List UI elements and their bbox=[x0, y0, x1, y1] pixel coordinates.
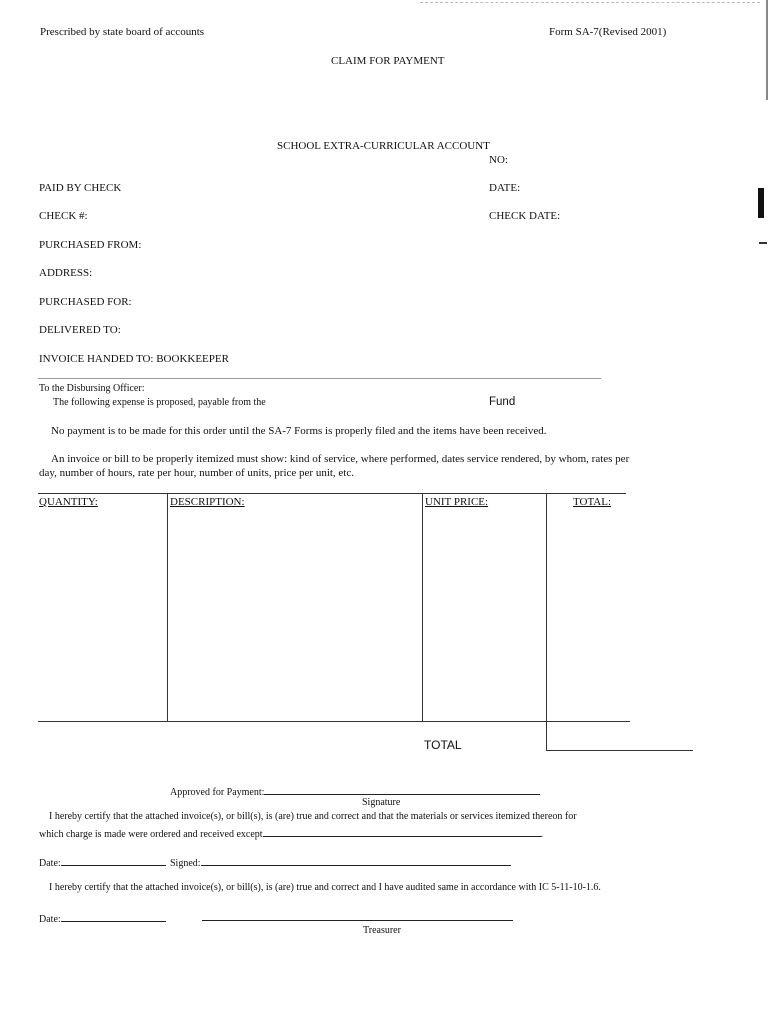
table-divider-1 bbox=[167, 493, 168, 721]
proposed-expense-text: The following expense is proposed, payable from the bbox=[53, 397, 266, 408]
paid-by-label: PAID BY CHECK bbox=[39, 182, 122, 194]
approval-signature-line[interactable] bbox=[264, 783, 540, 795]
separator-line bbox=[38, 378, 601, 379]
date-line-1[interactable] bbox=[61, 854, 166, 866]
description-header: DESCRIPTION: bbox=[170, 496, 245, 508]
treasurer-signature-line[interactable] bbox=[202, 920, 513, 921]
table-divider-3 bbox=[546, 493, 547, 721]
quantity-header: QUANTITY: bbox=[39, 496, 98, 508]
scan-edge-line bbox=[420, 2, 760, 3]
address-label: ADDRESS: bbox=[39, 267, 93, 279]
treasurer-caption: Treasurer bbox=[363, 925, 401, 936]
date-label: DATE: bbox=[489, 182, 521, 194]
approved-label: Approved for Payment: bbox=[170, 783, 540, 798]
date-field-2: Date: bbox=[39, 910, 166, 925]
date-field-1: Date: bbox=[39, 854, 166, 869]
no-payment-note: No payment is to be made for this order until the SA-7 Forms is properly filed and the items have been received. bbox=[51, 425, 547, 437]
unit-price-header: UNIT PRICE: bbox=[425, 496, 489, 508]
no-label: NO: bbox=[489, 154, 508, 166]
signature-caption: Signature bbox=[362, 797, 401, 808]
table-top-line bbox=[38, 493, 626, 494]
certify-text-line1: I hereby certify that the attached invoice(s), or bill(s), is (are) true and correct and that the materials or services itemized thereon for bbox=[49, 811, 577, 822]
check-date-label: CHECK DATE: bbox=[489, 210, 561, 222]
except-line[interactable] bbox=[263, 825, 541, 837]
fund-label: Fund bbox=[489, 396, 516, 408]
table-bottom-line bbox=[38, 721, 630, 722]
form-number: Form SA-7(Revised 2001) bbox=[549, 26, 667, 38]
disbursing-officer-label: To the Disbursing Officer: bbox=[39, 383, 145, 394]
date-line-2[interactable] bbox=[61, 910, 166, 922]
audit-certify-text: I hereby certify that the attached invoice(s), or bill(s), is (are) true and correct and I have audited same in accordance with IC 5-11-10-1.6. bbox=[49, 882, 601, 893]
scan-edge-bar bbox=[766, 0, 768, 100]
scan-tick bbox=[759, 242, 767, 244]
check-number-label: CHECK #: bbox=[39, 210, 88, 222]
account-title: SCHOOL EXTRA-CURRICULAR ACCOUNT bbox=[277, 140, 490, 152]
itemized-note-line1: An invoice or bill to be properly itemized must show: kind of service, where performed, dates service rendered, by whom, rates per bbox=[51, 453, 630, 465]
prescribed-text: Prescribed by state board of accounts bbox=[40, 26, 205, 38]
signed-field: Signed: bbox=[170, 854, 511, 869]
total-header: TOTAL: bbox=[573, 496, 612, 508]
total-box-line[interactable] bbox=[546, 750, 693, 751]
itemized-note-line2: day, number of hours, rate per hour, number of units, price per unit, etc. bbox=[39, 467, 354, 479]
form-title: CLAIM FOR PAYMENT bbox=[331, 55, 445, 67]
certify-text-line2: which charge is made were ordered and received except . bbox=[39, 825, 543, 840]
delivered-to-label: DELIVERED TO: bbox=[39, 324, 121, 336]
scan-mark bbox=[758, 188, 764, 218]
grand-total-label: TOTAL bbox=[424, 738, 462, 752]
signed-line[interactable] bbox=[201, 854, 511, 866]
purchased-for-label: PURCHASED FOR: bbox=[39, 296, 132, 308]
table-divider-2 bbox=[422, 493, 423, 721]
purchased-from-label: PURCHASED FROM: bbox=[39, 239, 142, 251]
total-box-left bbox=[546, 721, 547, 751]
invoice-handed-label: INVOICE HANDED TO: BOOKKEEPER bbox=[39, 353, 229, 365]
